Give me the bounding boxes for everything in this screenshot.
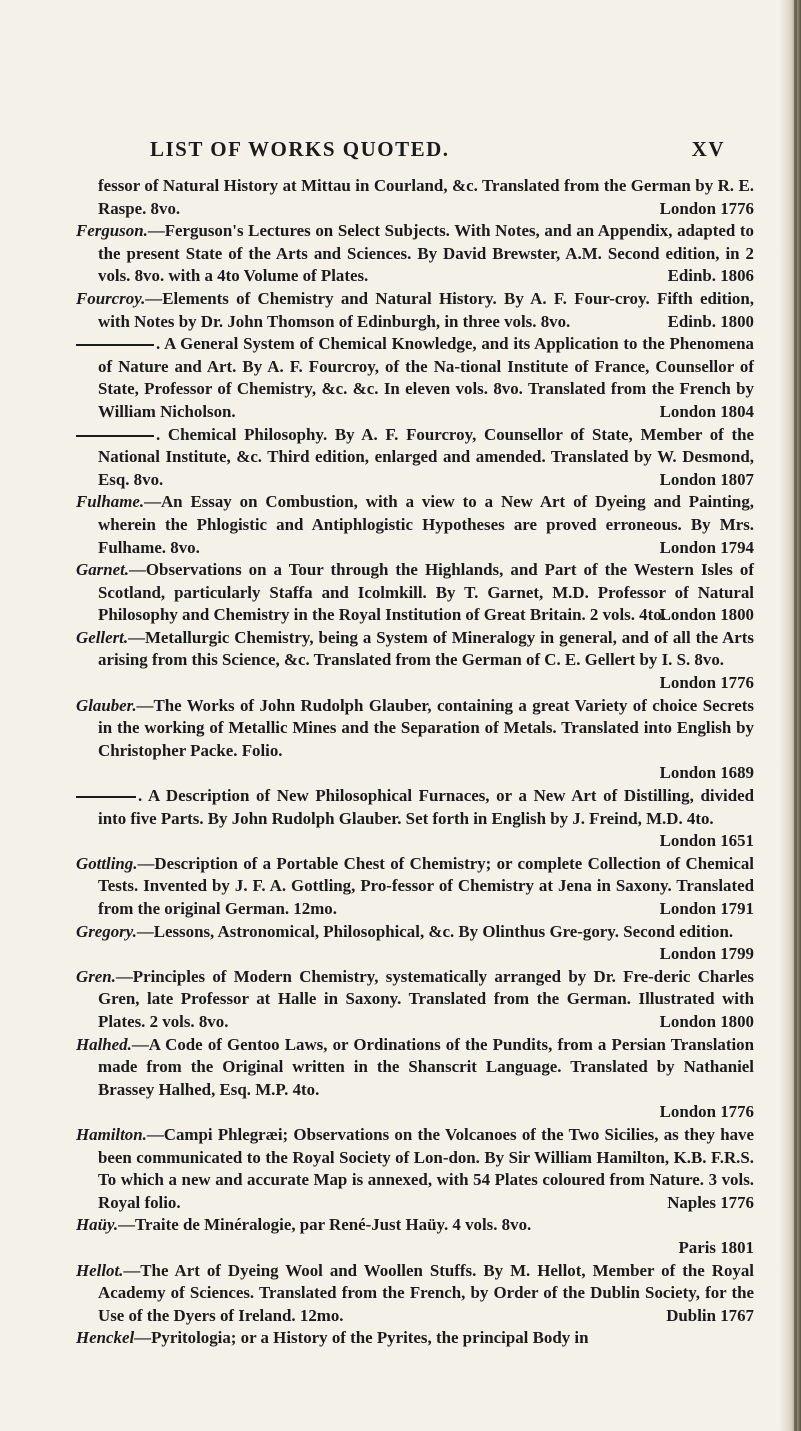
entry-place-date: Dublin 1767 bbox=[666, 1305, 754, 1325]
entry-author: Henckel bbox=[76, 1328, 135, 1348]
entry-text: —Lessons, Astronomical, Philosophical, &c. By Olinthus Gre-gory. Second edition. bbox=[136, 921, 734, 941]
bibliography-entry bbox=[76, 853, 754, 921]
page-edge-line bbox=[794, 0, 797, 1431]
bibliography-entry bbox=[76, 966, 754, 1034]
bibliography-list bbox=[76, 175, 754, 1350]
bibliography-entry bbox=[76, 220, 754, 288]
entry-text: —An Essay on Combustion, with a view to a New Art of Dyeing and Painting, wherein the Phlogistic and Antiphlogistic Hypotheses are proved erroneous. By Mrs. Fulhame. 8vo. bbox=[98, 492, 754, 557]
entry-text: . Chemical Philosophy. By A. F. Fourcroy, Counsellor of State, Member of the National Institute, &c. Third edition, enlarged and amended. Translated by W. Desmond, Esq. 8vo. bbox=[98, 424, 754, 489]
ditto-dash bbox=[76, 344, 154, 346]
entry-text: fessor of Natural History at Mittau in Courland, &c. Translated from the German by R. E. Raspe. 8vo. bbox=[98, 176, 754, 218]
entry-place-date: London 1776 bbox=[659, 673, 754, 693]
entry-place-date: London 1807 bbox=[659, 469, 754, 489]
bibliography-entry bbox=[76, 785, 754, 853]
entry-text: . A Description of New Philosophical Furnaces, or a New Art of Distilling, divided into five Parts. By John Rudolph Glauber. Set forth in English by J. Freind, M.D. 4to. bbox=[98, 786, 754, 828]
entry-place-date: London 1651 bbox=[659, 831, 754, 851]
entry-author: Gren. bbox=[76, 966, 116, 986]
entry-author: Fourcroy. bbox=[76, 288, 146, 308]
entry-author: Glauber. bbox=[76, 695, 137, 715]
entry-place-date: Naples 1776 bbox=[667, 1192, 754, 1212]
entry-author: Ferguson. bbox=[76, 221, 148, 241]
entry-author: Garnet. bbox=[76, 560, 130, 580]
entry-place-date: London 1689 bbox=[659, 763, 754, 783]
bibliography-entry bbox=[76, 1124, 754, 1214]
entry-text: —The Art of Dyeing Wool and Woollen Stuffs. By M. Hellot, Member of the Royal Academy of Sciences. Translated from the French, by Order of the Dublin Society, for the Use of the Dyers of Ireland. 12mo. bbox=[98, 1260, 754, 1325]
ditto-dash bbox=[76, 435, 154, 437]
bibliography-entry bbox=[76, 1327, 754, 1350]
bibliography-entry bbox=[76, 921, 754, 966]
running-header bbox=[110, 137, 725, 169]
bibliography-entry bbox=[76, 288, 754, 333]
entry-text: —Metallurgic Chemistry, being a System of Mineralogy in general, and of all the Arts arising from this Science, &c. Translated from the German of C. E. Gellert by I. S. 8vo. bbox=[98, 627, 754, 670]
bibliography-entry bbox=[76, 627, 754, 695]
entry-author: Hamilton. bbox=[76, 1124, 147, 1144]
entry-place-date: London 1776 bbox=[659, 198, 754, 218]
bibliography-entry bbox=[76, 1214, 754, 1259]
entry-text: —Elements of Chemistry and Natural History. By A. F. Four-croy. Fifth edition, with Notes by Dr. John Thomson of Edinburgh, in three vols. 8vo. bbox=[98, 288, 754, 331]
bibliography-entry bbox=[76, 1034, 754, 1124]
entry-place-date: London 1776 bbox=[659, 1102, 754, 1122]
bibliography-entry bbox=[76, 695, 754, 785]
entry-place-date: Paris 1801 bbox=[678, 1237, 754, 1257]
entry-text: —The Works of John Rudolph Glauber, containing a great Variety of choice Secrets in the working of Metallic Mines and the Separation of Metals. Translated into English by Christopher Packe. Folio. bbox=[98, 695, 754, 760]
entry-text: —Traite de Minéralogie, par René-Just Haüy. 4 vols. 8vo. bbox=[118, 1215, 532, 1235]
bibliography-entry bbox=[76, 559, 754, 627]
entry-text: —Ferguson's Lectures on Select Subjects. With Notes, and an Appendix, adapted to the present State of the Arts and Sciences. By David Brewster, A.M. Second edition, in 2 vols. 8vo. with a 4to Volume of Plates. bbox=[98, 221, 754, 286]
ditto-dash bbox=[76, 796, 136, 798]
entry-place-date: London 1804 bbox=[659, 401, 754, 421]
entry-place-date: London 1791 bbox=[659, 899, 754, 918]
bibliography-entry bbox=[76, 424, 754, 492]
entry-place-date: London 1800 bbox=[659, 605, 754, 625]
bibliography-entry bbox=[76, 491, 754, 559]
entry-text: —Description of a Portable Chest of Chemistry; or complete Collection of Chemical Tests. Invented by J. F. A. Gottling, Pro-fessor of Chemistry at Jena in Saxony. Translated from the original German. 12mo. bbox=[98, 853, 754, 918]
entry-author: Haüy. bbox=[76, 1215, 119, 1235]
entry-place-date: Edinb. 1800 bbox=[667, 311, 754, 331]
entry-place-date: London 1800 bbox=[659, 1011, 754, 1031]
entry-text: —Observations on a Tour through the Highlands, and Part of the Western Isles of Scotland, particularly Staffa and Icolmkill. By T. Garnet, M.D. Professor of Natural Philosophy and Chemistry in the Royal Institution of Great Britain. 2 vols. 4to. bbox=[98, 560, 754, 625]
entry-author: Gregory. bbox=[76, 921, 137, 941]
entry-author: Fulhame. bbox=[76, 492, 145, 512]
page-number: XV bbox=[691, 137, 725, 161]
entry-place-date: Edinb. 1806 bbox=[667, 266, 754, 286]
entry-text: —Campi Phlegræi; Observations on the Volcanoes of the Two Sicilies, as they have been communicated to the Royal Society of Lon-don. By Sir William Hamilton, K.B. F.R.S. To which a new and accurate Map is annexed, with 54 Plates coloured from Nature. 3 vols. Royal folio. bbox=[98, 1124, 754, 1212]
entry-text: . A General System of Chemical Knowledge, and its Application to the Phenomena of Nature and Art. By A. F. Fourcroy, of the Na-tional Institute of France, Counsellor of State, Professor of Chemistry, &c. &c. In eleven vols. 8vo. Translated from the French by William Nicholson. bbox=[98, 334, 754, 421]
entry-place-date: London 1799 bbox=[659, 944, 754, 964]
entry-text: —A Code of Gentoo Laws, or Ordinations of the Pundits, from a Persian Translation made from the Original written in the Shanscrit Language. Translated by Nathaniel Brassey Halhed, Esq. M.P. 4to. bbox=[98, 1034, 754, 1099]
bibliography-entry bbox=[76, 333, 754, 423]
entry-text: —Principles of Modern Chemistry, systematically arranged by Dr. Fre-deric Charles Gren, late Professor at Halle in Saxony. Translated from the German. Illustrated with Plates. 2 vols. 8vo. bbox=[98, 966, 754, 1031]
entry-author: Gottling. bbox=[76, 853, 138, 873]
entry-author: Hellot. bbox=[76, 1260, 124, 1280]
header-title: LIST OF WORKS QUOTED. bbox=[150, 137, 450, 161]
entry-text: —Pyritologia; or a History of the Pyrites, the principal Body in bbox=[134, 1328, 589, 1348]
entry-place-date: London 1794 bbox=[659, 537, 754, 557]
entry-author: Gellert. bbox=[76, 627, 129, 647]
entry-author: Halhed. bbox=[76, 1034, 132, 1054]
bibliography-entry bbox=[76, 1260, 754, 1328]
bibliography-entry bbox=[76, 175, 754, 220]
page-edge-shadow bbox=[779, 0, 801, 1431]
